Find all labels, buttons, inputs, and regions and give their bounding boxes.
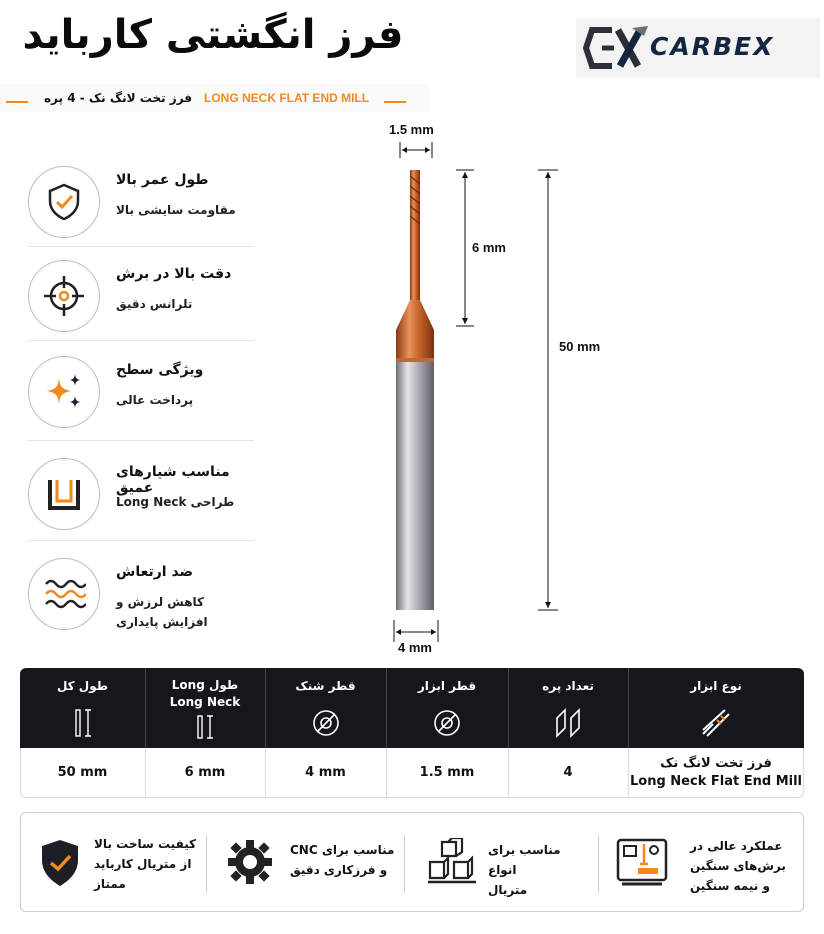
dim-cutter-diameter: 1.5 mm — [389, 122, 434, 137]
shank-diameter-icon — [311, 708, 341, 738]
dim-flute-length: 6 mm — [472, 240, 506, 255]
spec-value-flutes: 4 — [563, 765, 573, 780]
feature-subtitle: مقاومت سایشی بالا — [116, 203, 236, 217]
benefit-text: مناسب برای CNC و فرزکاری دقیق — [290, 843, 395, 877]
brand-logo — [576, 18, 820, 78]
sparkle-icon — [28, 356, 100, 428]
subtitle-en: LONG NECK FLAT END MILL — [204, 91, 370, 105]
dim-overall-length: 50 mm — [559, 339, 601, 354]
dim-shank-diameter: 4 mm — [398, 640, 432, 655]
feature-divider — [28, 440, 254, 441]
spec-value-neck-length: 6 mm — [184, 765, 226, 780]
diameter-icon — [432, 708, 462, 738]
spec-header-flutes: تعداد پره — [508, 668, 628, 748]
benefit-divider — [598, 835, 599, 893]
cnc-gear-icon — [226, 838, 274, 886]
spec-header-shank-diameter: قطر شنک — [265, 668, 386, 748]
total-length-icon — [68, 708, 98, 738]
crosshair-icon — [28, 260, 100, 332]
feature-subtitle: کاهش لرزش و افزایش پایداری — [116, 595, 208, 629]
feature-anti-vibration — [20, 552, 270, 644]
deep-slot-icon — [28, 458, 100, 530]
spec-value-cutter-diameter: 1.5 mm — [419, 765, 475, 780]
feature-subtitle: تلرانس دقیق — [116, 297, 193, 311]
feature-title: دقت بالا در برش — [116, 266, 232, 282]
feature-title: ضد ارتعاش — [116, 564, 194, 580]
feature-subtitle: طراحی Long Neck — [116, 495, 235, 509]
end-mill-icon — [699, 708, 733, 738]
feature-title: ویژگی سطح — [116, 362, 204, 378]
flutes-icon — [553, 708, 583, 738]
benefit-divider — [404, 835, 405, 893]
carbex-logo-icon — [582, 24, 652, 72]
feature-divider — [28, 246, 254, 247]
benefit-text: کیفیت ساخت بالا از متریال کارباید ممتاز — [94, 837, 197, 891]
shield-check-icon — [28, 166, 100, 238]
feature-long-life — [20, 160, 270, 252]
benefit-divider — [206, 835, 207, 893]
spec-value-total-length: 50 mm — [57, 765, 108, 780]
spec-header-neck-length: طول Long Long Neck — [145, 668, 265, 748]
spec-header-total-length: طول کل — [20, 668, 145, 748]
vibration-icon — [28, 558, 100, 630]
spec-header-cutter-diameter: قطر ابزار — [386, 668, 508, 748]
cnc-machine-icon — [614, 834, 670, 890]
feature-precision — [20, 254, 270, 346]
feature-title: طول عمر بالا — [116, 172, 209, 188]
end-mill-drawing — [370, 120, 610, 660]
quality-shield-icon — [38, 838, 82, 888]
spec-value-shank-diameter: 4 mm — [305, 765, 346, 780]
subtitle-line-left — [6, 101, 28, 103]
spec-header-tool-type: نوع ابزار — [628, 668, 804, 748]
feature-subtitle: پرداخت عالی — [116, 393, 194, 407]
spec-value-tool-type: فرز تخت لانگ نک Long Neck Flat End Mill — [630, 756, 802, 789]
page-title: فرز انگشتی کارباید — [22, 12, 404, 58]
subtitle-fa: فرز تخت لانگ نک - 4 پره — [43, 91, 193, 105]
feature-divider — [28, 340, 254, 341]
benefit-text: مناسب برای انواع متریال — [488, 843, 561, 897]
feature-surface — [20, 350, 270, 442]
feature-deep-slot — [20, 452, 270, 544]
neck-length-icon — [190, 714, 220, 740]
feature-divider — [28, 540, 254, 541]
material-blocks-icon — [426, 838, 478, 886]
benefit-text: عملکرد عالی در برش‌های سنگین و نیمه سنگین — [690, 839, 786, 893]
feature-title: مناسب شیارهای عمیق — [116, 464, 230, 496]
logo-text: CARBEX — [650, 32, 775, 61]
subtitle-line-right — [384, 101, 406, 103]
